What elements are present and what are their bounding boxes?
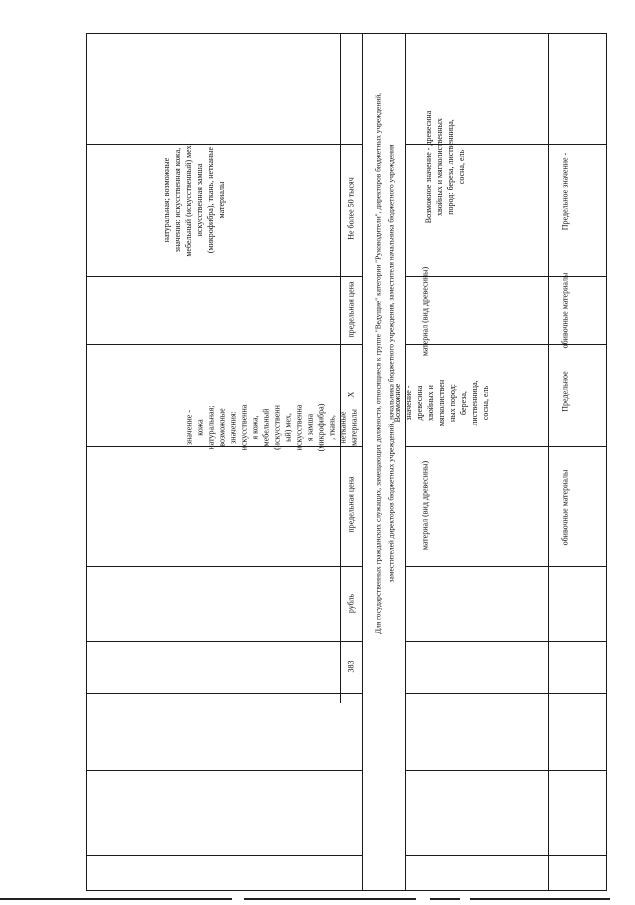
row-line [405, 641, 606, 642]
material-values-right: Возможное значение - древесина хвойных и мягколиственных пород: береза, лиственница, сосна, ель [424, 110, 466, 224]
frame-bottom [86, 890, 606, 891]
row-line [405, 566, 606, 567]
scan-edge-mark [430, 898, 460, 900]
scan-edge-mark [470, 898, 610, 900]
row-line [86, 770, 362, 771]
col-line [340, 33, 341, 703]
material-label-right: материал (вид древесины) [420, 266, 430, 357]
section-header-line1: Для государственных гражданских служащих, замещающих должности, относящиеся к группе "Ведущие" категории "Руководители", директоров бюджетных учреждений, [373, 92, 383, 635]
material-values-mid: Возможное значение - древесина хвойных и мягколиствен ных пород: березa, лиственница, сосна, ель [393, 379, 490, 427]
col-line [362, 33, 363, 891]
row383-right-values: натуральная; возможные значения: искусственная кожа, мебельный (искусственный) мех, искусственная замша (микрофибра), ткань, нетканые материалы [162, 143, 226, 257]
scan-edge-mark [0, 898, 232, 900]
frame-top [86, 33, 606, 34]
row383-limit: Не более 50 тысяч [346, 177, 356, 240]
row-line [86, 344, 362, 345]
row-line [405, 770, 606, 771]
row-line [405, 276, 606, 277]
frame-right [606, 33, 607, 891]
row383-price-label-2: предельная цена [346, 281, 356, 338]
material-label-left: материал (вид древесины) [420, 460, 430, 551]
frame-left [86, 33, 87, 891]
row-line [86, 566, 362, 567]
row-line [405, 693, 606, 694]
upholstery-label-right: обивочные материалы [560, 272, 570, 349]
row-line [405, 855, 606, 856]
upholstery-limit-mid: Предельное [560, 371, 570, 412]
row383-material-values: значение - кожа натуральная; возможные значения: искусственна я кожа, мебельный (искусственн ый) мех, искусственна я замша (микрофибра) , ткань, нетканые материалы [184, 403, 359, 452]
upholstery-limit-right: Предельное значение - [560, 152, 570, 231]
row383-x-value: X [346, 391, 356, 398]
row-line [86, 693, 362, 694]
upholstery-label-left: обивочные материалы [560, 469, 570, 546]
scan-edge-mark [244, 898, 416, 900]
row383-price-label: предельная цена [346, 476, 356, 533]
col-line [548, 33, 549, 891]
row383-number: 383 [346, 660, 356, 673]
row-line [86, 641, 362, 642]
row383-unit: рубль [346, 593, 356, 614]
row-line [86, 855, 362, 856]
section-header-line2: заместителей директоров бюджетных учреждений, начальника бюджетного учреждения, заместителя начальника бюджетного учреждения [386, 144, 396, 583]
